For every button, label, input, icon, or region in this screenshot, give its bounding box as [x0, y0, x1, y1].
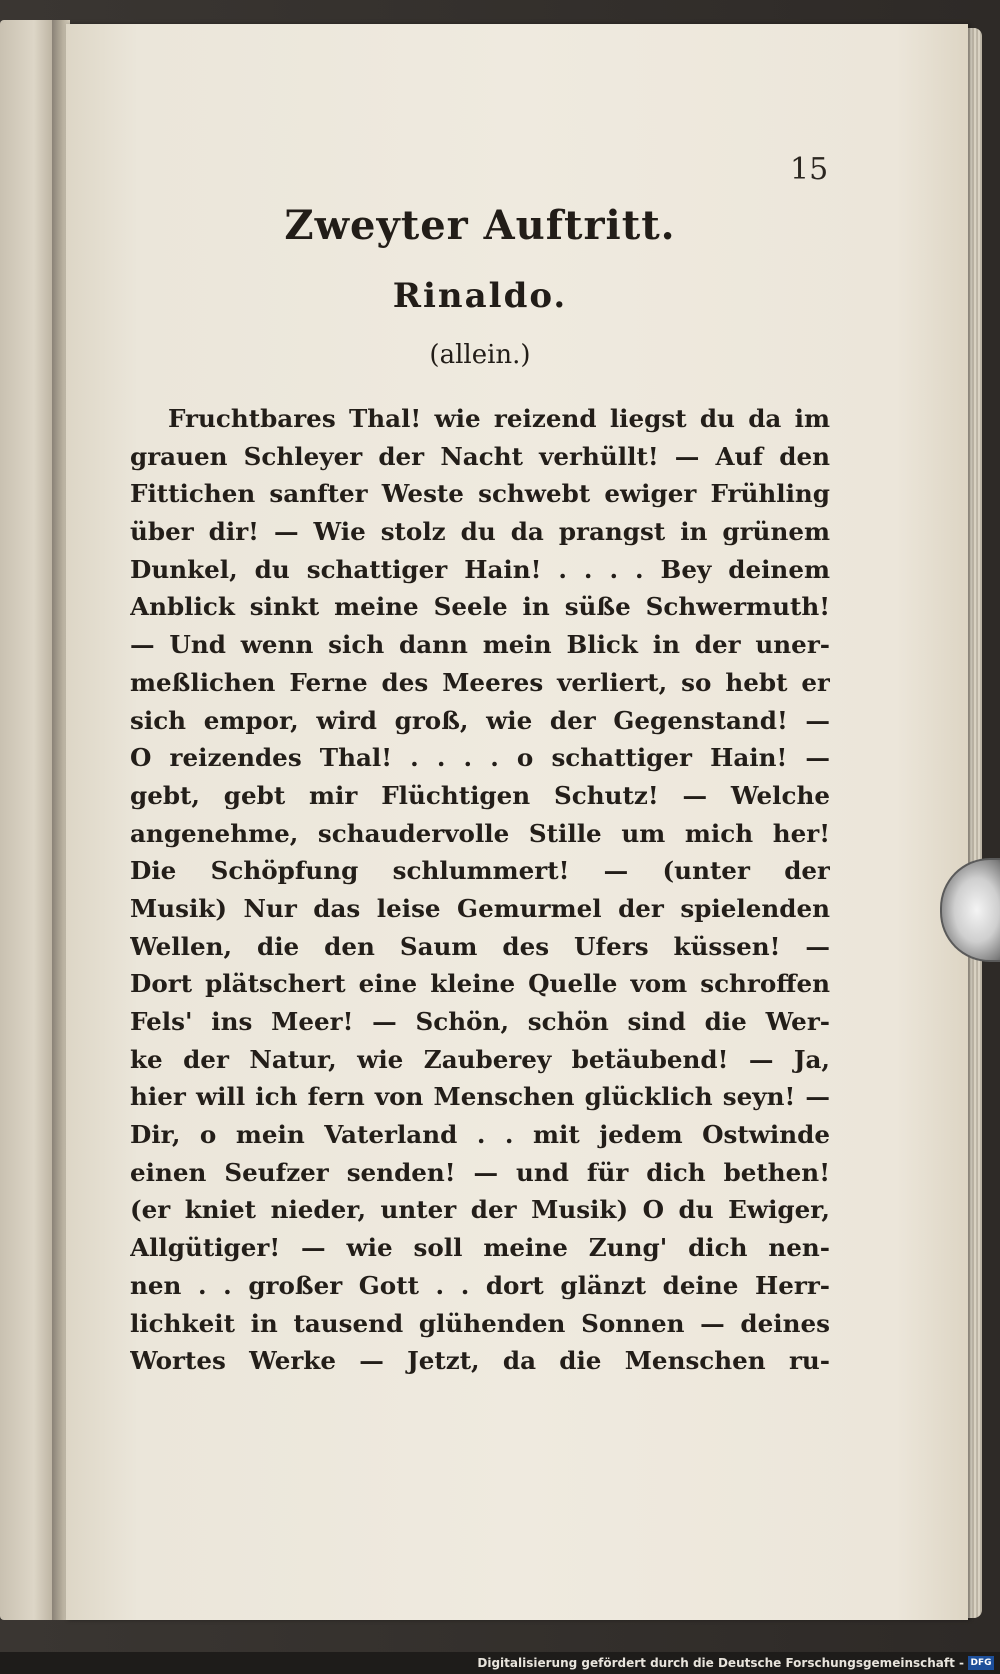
text-line: O reizendes Thal! . . . . o schattiger Hain! — — [130, 743, 830, 773]
text-line: — Und wenn sich dann mein Blick in der uner- — [130, 630, 830, 660]
body-text — [130, 400, 830, 1380]
text-line: Dunkel, du schattiger Hain! . . . . Bey deinem — [130, 554, 830, 584]
text-line: Die Schöpfung schlummert! — (unter der — [130, 856, 830, 886]
text-line: hier will ich fern von Menschen glücklich seyn! — — [130, 1082, 830, 1112]
text-line: Dort plätschert eine kleine Quelle vom schroffen — [130, 969, 830, 999]
text-line: Wortes Werke — Jetzt, da die Menschen ru- — [130, 1346, 830, 1376]
text-line: Fruchtbares Thal! wie reizend liegst du da im — [168, 404, 830, 433]
text-line: Anblick sinkt meine Seele in süße Schwermuth! — [130, 592, 830, 622]
text-line: sich empor, wird groß, wie der Gegenstand! — — [130, 705, 830, 735]
character-name: Rinaldo. — [392, 276, 568, 316]
scene-title: Zweyter Auftritt. — [284, 202, 676, 249]
stage-direction: (allein.) — [429, 340, 531, 370]
text-line: angenehme, schaudervolle Stille um mich her! — [130, 818, 830, 848]
text-line: Fittichen sanfter Weste schwebt ewiger Frühling — [130, 479, 830, 509]
text-line: gebt, gebt mir Flüchtigen Schutz! — Welche — [130, 780, 830, 810]
text-line: Fels' ins Meer! — Schön, schön sind die Wer- — [130, 1007, 830, 1036]
text-line: lichkeit in tausend glühenden Sonnen — deines — [130, 1308, 830, 1338]
text-line: (er kniet nieder, unter der Musik) O du Ewiger, — [130, 1195, 830, 1225]
text-line: nen . . großer Gott . . dort glänzt deine Herr- — [130, 1270, 830, 1300]
text-line: einen Seufzer senden! — und für dich bethen! — [130, 1157, 830, 1187]
dfg-logo: DFG — [968, 1656, 994, 1670]
text-line: über dir! — Wie stolz du da prangst in grünem — [130, 517, 830, 547]
text-line: Musik) Nur das leise Gemurmel der spielenden — [130, 893, 830, 923]
page-number: 15 — [790, 152, 829, 187]
text-line: Wellen, die den Saum des Ufers küssen! — — [130, 931, 830, 961]
text-line: Dir, o mein Vaterland . . mit jedem Ostwinde — [130, 1120, 830, 1150]
text-line: ke der Natur, wie Zauberey betäubend! — Ja, — [130, 1044, 830, 1074]
text-line: Allgütiger! — wie soll meine Zung' dich nen- — [130, 1233, 830, 1263]
text-line: meßlichen Ferne des Meeres verliert, so hebt er — [130, 667, 830, 697]
digitization-credit: Digitalisierung gefördert durch die Deutsche Forschungsgemeinschaft - — [477, 1656, 964, 1670]
text-line: grauen Schleyer der Nacht verhüllt! — Auf den — [130, 441, 830, 471]
